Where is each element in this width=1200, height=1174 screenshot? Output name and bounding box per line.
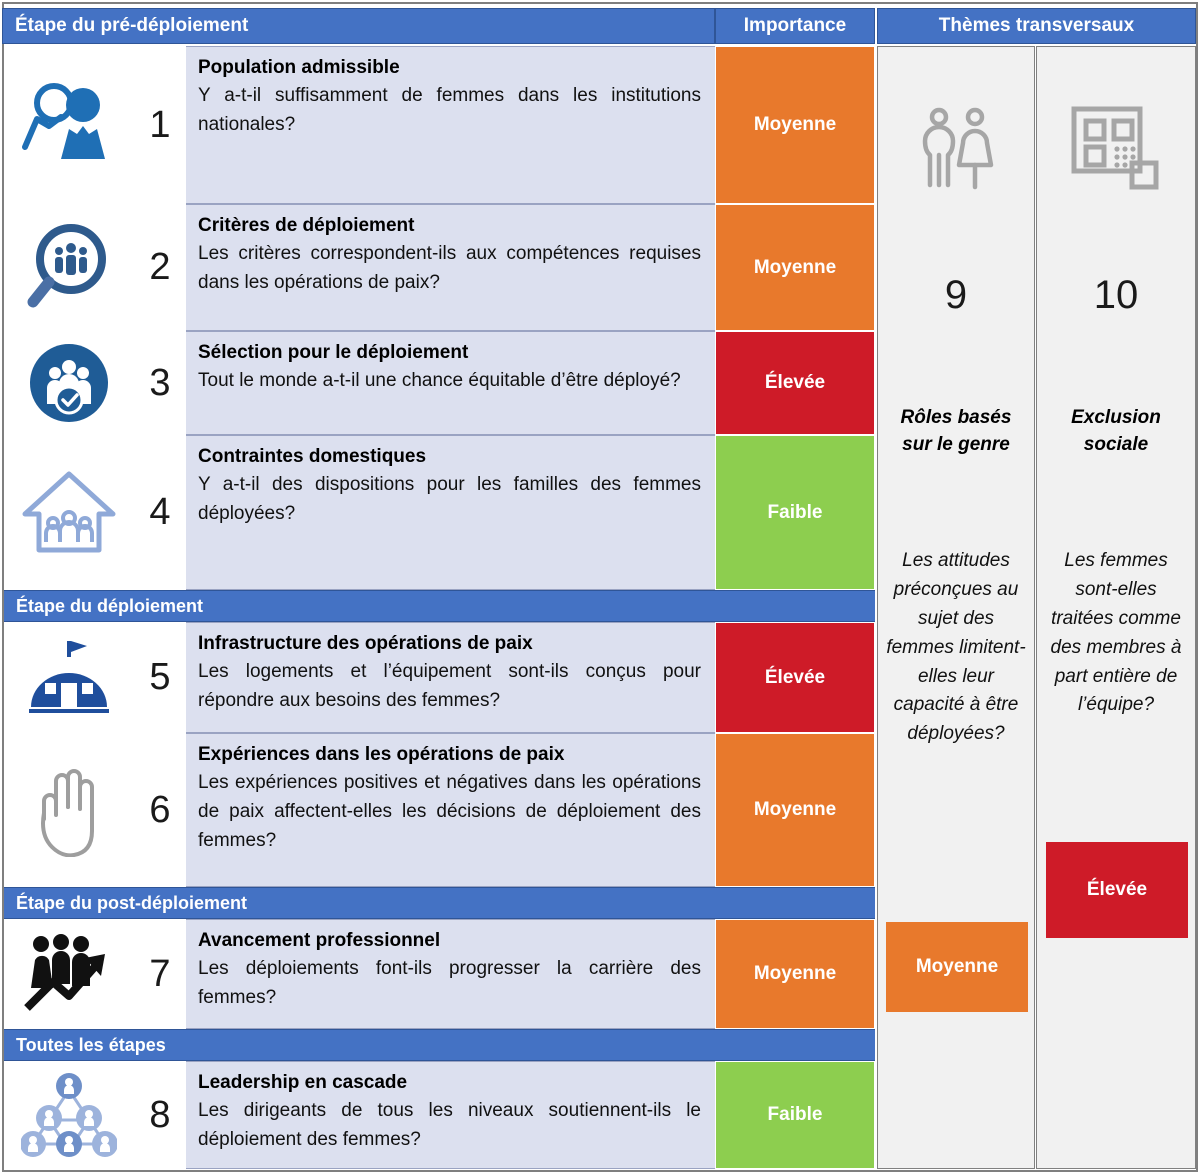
career-growth-arrow-icon — [23, 932, 115, 1016]
row-importance-badge: Élevée — [715, 331, 875, 435]
open-hand-icon — [32, 763, 106, 857]
row-text-cell — [186, 1061, 715, 1169]
row-number: 5 — [149, 656, 171, 698]
row-icon-cell — [4, 1061, 134, 1169]
row-text-cell — [186, 919, 715, 1029]
row-icon-cell — [4, 919, 134, 1029]
row-text-cell — [186, 331, 715, 435]
header-themes-label: Thèmes transversaux — [938, 15, 1135, 36]
theme-number: 9 — [944, 273, 968, 317]
row-importance-badge: Moyenne — [715, 919, 875, 1029]
dome-building-flag-icon — [25, 637, 113, 719]
theme-importance-badge: Élevée — [1046, 842, 1188, 938]
row-importance-badge: Moyenne — [715, 204, 875, 331]
house-family-icon — [21, 468, 117, 558]
row-title: Population admissible — [198, 57, 400, 78]
theme-title: Exclusion sociale — [1071, 407, 1161, 455]
row-icon-cell — [4, 204, 134, 331]
row-title: Avancement professionnel — [198, 930, 441, 951]
header-stage-label: Étape du pré-déploiement — [15, 15, 249, 36]
row-title: Expériences dans les opérations de paix — [198, 744, 565, 765]
header-themes-column — [877, 8, 1196, 44]
row-question: Les critères correspondent-ils aux compétences requises dans les opérations de paix? — [198, 243, 701, 294]
row-importance-badge: Faible — [715, 1061, 875, 1169]
stage-band-deployment — [4, 590, 875, 622]
row-number: 4 — [149, 491, 171, 533]
row-number: 1 — [149, 103, 171, 146]
theme-column-gender-roles — [877, 46, 1035, 1169]
stage-band-label: Toutes les étapes — [16, 1034, 166, 1055]
row-icon-cell — [4, 435, 134, 590]
theme-number: 10 — [1093, 273, 1139, 317]
row-text-cell — [186, 46, 715, 204]
row-title: Sélection pour le déploiement — [198, 342, 469, 363]
magnifier-people-icon — [23, 222, 115, 314]
social-exclusion-grid-icon — [1037, 105, 1195, 191]
row-question: Les logements et l’équipement sont-ils conçus pour répondre aux besoins des femmes? — [198, 661, 701, 712]
stage-band-label: Étape du déploiement — [16, 595, 204, 616]
theme-column-social-exclusion — [1036, 46, 1196, 1169]
row-title: Leadership en cascade — [198, 1072, 408, 1093]
stage-band-post-deployment — [4, 887, 875, 919]
row-importance-badge: Moyenne — [715, 733, 875, 887]
row-text-cell — [186, 204, 715, 331]
row-question: Y a-t-il des dispositions pour les familles des femmes déployées? — [198, 474, 701, 525]
row-title: Contraintes domestiques — [198, 446, 427, 467]
row-number: 7 — [149, 952, 171, 995]
row-question: Les dirigeants de tous les niveaux soutiennent-ils le déploiement des femmes? — [198, 1100, 701, 1151]
row-icon-cell — [4, 331, 134, 435]
row-text-cell — [186, 733, 715, 887]
row-title: Critères de déploiement — [198, 215, 415, 236]
gender-pair-icon — [878, 105, 1034, 197]
header-importance-label: Importance — [743, 15, 847, 36]
theme-description: Les attitudes préconçues au sujet des femmes limitent-elles leur capacité à être déployées? — [886, 550, 1026, 745]
row-number: 6 — [149, 788, 171, 831]
theme-importance-badge: Moyenne — [886, 922, 1028, 1012]
row-question: Y a-t-il suffisamment de femmes dans les institutions nationales? — [198, 85, 701, 136]
header-stage-column — [2, 8, 715, 44]
row-text-cell — [186, 622, 715, 733]
row-question: Tout le monde a-t-il une chance équitable d’être déployé? — [198, 370, 681, 392]
row-title: Infrastructure des opérations de paix — [198, 633, 533, 654]
row-icon-cell — [4, 622, 134, 733]
person-search-icon — [21, 81, 117, 169]
header-importance-column — [715, 8, 875, 44]
stage-band-all-stages — [4, 1029, 875, 1061]
row-importance-badge: Élevée — [715, 622, 875, 733]
theme-title: Rôles basés sur le genre — [900, 407, 1012, 455]
row-number: 8 — [149, 1093, 171, 1136]
row-question: Les expériences positives et négatives dans les opérations de paix affectent-elles les décisions de déploiement des femmes? — [198, 772, 701, 852]
row-number: 2 — [149, 246, 171, 288]
row-number: 3 — [149, 361, 171, 404]
selection-badge-icon — [28, 342, 110, 424]
cascading-hierarchy-icon — [21, 1072, 117, 1158]
row-importance-badge: Moyenne — [715, 46, 875, 204]
theme-description: Les femmes sont-elles traitées comme des membres à part entière de l’équipe? — [1050, 550, 1182, 716]
row-text-cell — [186, 435, 715, 590]
row-question: Les déploiements font-ils progresser la carrière des femmes? — [198, 958, 701, 1009]
stage-band-label: Étape du post-déploiement — [16, 892, 248, 913]
row-importance-badge: Faible — [715, 435, 875, 590]
row-icon-cell — [4, 46, 134, 204]
row-icon-cell — [4, 733, 134, 887]
